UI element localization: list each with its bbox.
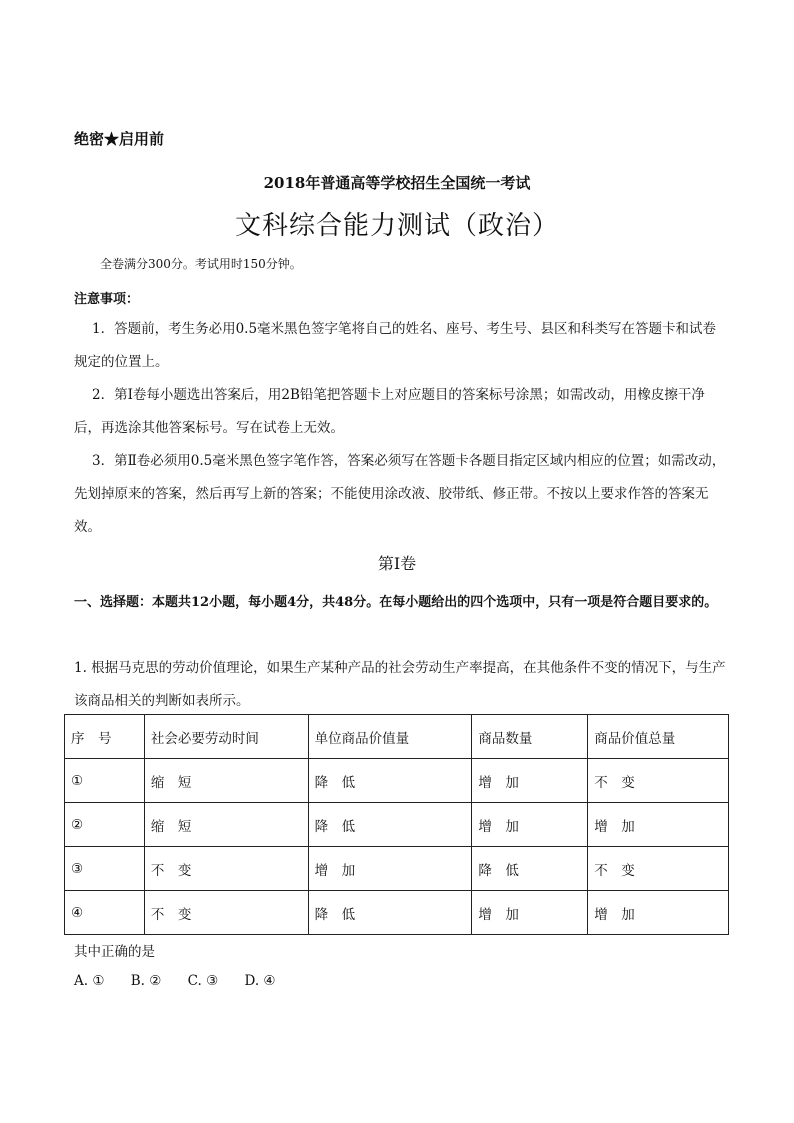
judgment-table — [64, 714, 729, 935]
table-row — [65, 891, 729, 935]
option-a: A. ① — [74, 973, 105, 989]
table-cell: ③ — [65, 847, 145, 891]
exam-title: 2018年普通高等学校招生全国统一考试 — [263, 174, 531, 192]
table-cell: 增 加 — [588, 803, 729, 847]
table-cell: 缩 短 — [144, 803, 308, 847]
table-cell: 增 加 — [472, 803, 588, 847]
table-cell: ④ — [65, 891, 145, 935]
table-row — [65, 803, 729, 847]
table-cell: 不 变 — [588, 847, 729, 891]
notice-heading: 注意事项： — [74, 292, 140, 307]
full-mark-note: 全卷满分300分。考试用时150分钟。 — [100, 257, 302, 271]
table-cell: ① — [65, 759, 145, 803]
option-d: D. ④ — [244, 973, 276, 989]
header-cell: 商品数量 — [472, 715, 588, 759]
table-cell: 不 变 — [588, 759, 729, 803]
header-cell: 序 号 — [65, 715, 145, 759]
option-c: C. ③ — [187, 973, 219, 989]
table-cell: 缩 短 — [144, 759, 308, 803]
table-cell: 不 变 — [144, 847, 308, 891]
table-cell: 降 低 — [472, 847, 588, 891]
table-cell: 增 加 — [472, 891, 588, 935]
header-cell: 单位商品价值量 — [308, 715, 472, 759]
table-cell: 降 低 — [308, 759, 472, 803]
notice-item-2: 2．第Ⅰ卷每小题选出答案后，用2B铅笔把答题卡上对应题目的答案标号涂黑；如需改动，用橡皮擦干净后，再选涂其他答案标号。写在试卷上无效。 — [74, 387, 705, 436]
table-cell: 降 低 — [308, 803, 472, 847]
notice-item-1: 1．答题前，考生务必用0.5毫米黑色签字笔将自己的姓名、座号、考生号、县区和科类写在答题卡和试卷规定的位置上。 — [74, 321, 717, 370]
table-header-row — [65, 715, 729, 759]
header-cell: 商品价值总量 — [588, 715, 729, 759]
table-cell: 降 低 — [308, 891, 472, 935]
question-1-stem: 1. 根据马克思的劳动价值理论，如果生产某种产品的社会劳动生产率提高，在其他条件不变的情况下，与生产该商品相关的判断如表所示。 — [74, 660, 726, 709]
question-1-prompt: 其中正确的是 — [74, 944, 155, 960]
volume-title: 第Ⅰ卷 — [377, 554, 417, 573]
table-cell: ② — [65, 803, 145, 847]
subject-title: 文科综合能力测试（政治） — [234, 211, 559, 241]
answer-options — [74, 973, 298, 989]
secret-label: 绝密★启用前 — [74, 130, 165, 148]
table-cell: 增 加 — [588, 891, 729, 935]
table-row — [65, 759, 729, 803]
table-cell: 增 加 — [472, 759, 588, 803]
table-cell: 不 变 — [144, 891, 308, 935]
header-cell: 社会必要劳动时间 — [144, 715, 308, 759]
table-row — [65, 847, 729, 891]
option-b: B. ② — [130, 973, 162, 989]
table-cell: 增 加 — [308, 847, 472, 891]
notice-item-3: 3．第Ⅱ卷必须用0.5毫米黑色签字笔作答，答案必须写在答题卡各题目指定区域内相应的位置；如需改动，先划掉原来的答案，然后再写上新的答案；不能使用涂改液、胶带纸、修正带。不按以上要求作答的答案无效。 — [74, 453, 726, 535]
section-intro: 一、选择题：本题共12小题，每小题4分，共48分。在每小题给出的四个选项中，只有一项是符合题目要求的。 — [74, 595, 718, 610]
